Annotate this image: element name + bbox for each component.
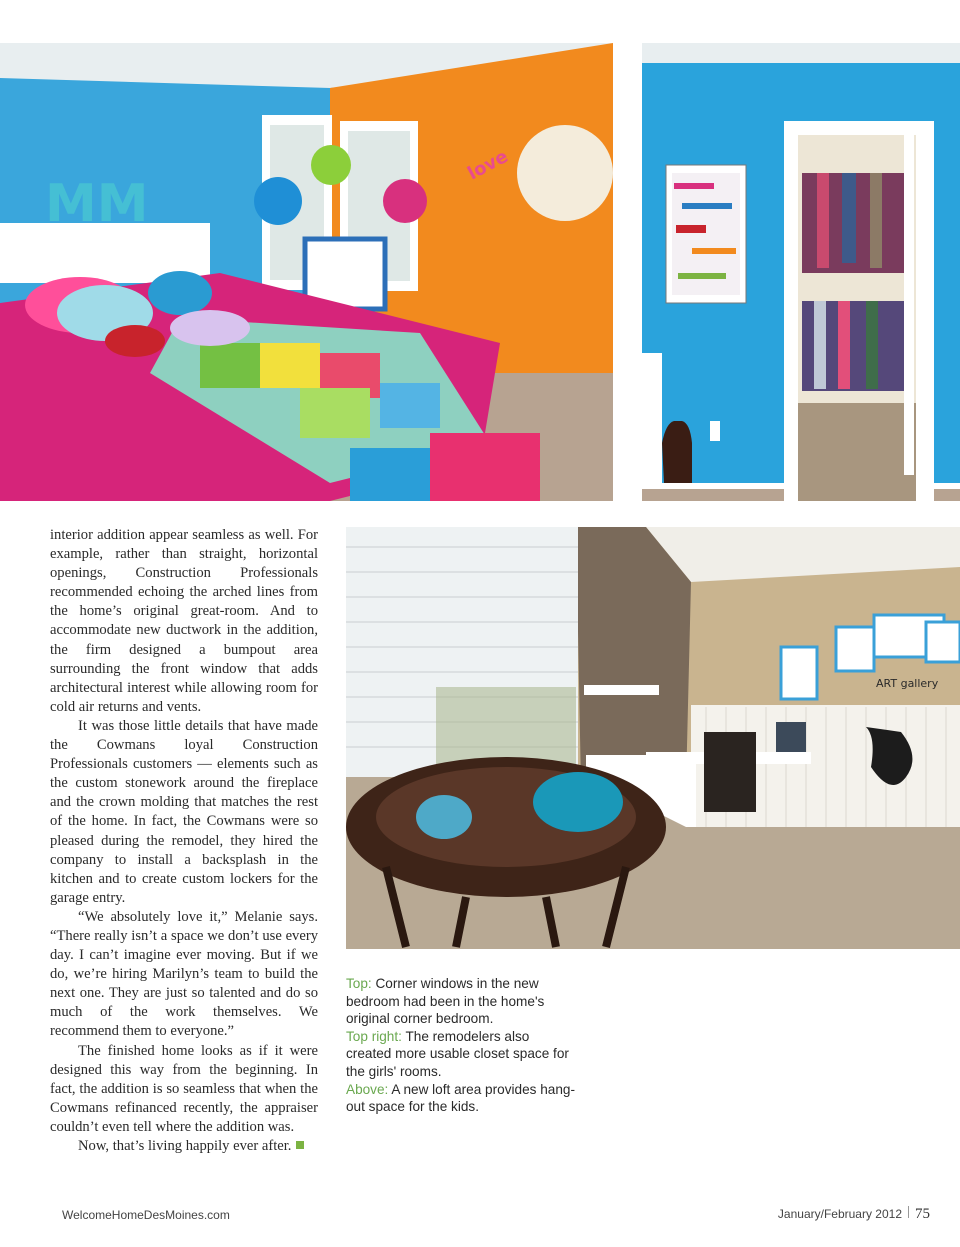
photo-top-bedroom (0, 43, 613, 501)
end-of-article-mark (296, 1141, 304, 1149)
footer-issue-info (778, 1206, 930, 1223)
closing-line: Now, that’s living happily ever after. (78, 1138, 292, 1154)
body-paragraph-final (50, 1137, 318, 1156)
caption-text: The remodelers also created more usable closet space for the girls' rooms. (346, 1028, 569, 1079)
article-body (50, 526, 318, 1156)
photo-top-right-closet (642, 43, 960, 501)
photo-captions (346, 975, 576, 1116)
footer-divider (908, 1206, 909, 1218)
body-paragraph: “We absolutely love it,” Melanie says. “There really isn’t a space we don’t use every day. I can’t imagine ever moving. But if we do, we’re hiring Marilyn’s team to build the next one. They are just so talented and do so much of the work themselves. We recommend them to everyone.” (50, 908, 318, 1040)
caption-label: Top: (346, 976, 372, 991)
photo-above-loft (346, 527, 960, 949)
svg-text:MM: MM (45, 174, 149, 234)
body-paragraph: interior addition appear seamless as well. For example, rather than straight, horizontal openings, Construction Professionals recommended echoing the arched lines from the home’s original great-room. And to accommodate new ductwork in the addition, the firm designed a bumpout area surrounding the front window that adds architectural interest while allowing room for cold air returns and vents. (50, 527, 318, 715)
body-paragraph: It was those little details that have made the Cowmans loyal Construction Professionals customers — elements such as the custom stonework around the fireplace and the crown molding that matches the rest of the home. In fact, the Cowmans were so pleased during the remodel, they hired the company to install a backsplash in the kitchen and to create custom lockers for the garage entry. (50, 717, 318, 906)
footer-website: WelcomeHomeDesMoines.com (62, 1208, 230, 1222)
body-paragraph: The finished home looks as if it were designed this way from the beginning. In fact, the addition is so seamless that when the Cowmans refinanced recently, the appraiser couldn’t even tell where the addition was. (50, 1042, 318, 1135)
caption-text: A new loft area provides hang-out space for the kids. (346, 1081, 575, 1115)
caption-label: Above: (346, 1081, 389, 1097)
page-number: 75 (915, 1206, 930, 1222)
footer-issue: January/February 2012 (777, 1207, 902, 1221)
caption-above (346, 1081, 576, 1116)
caption-top (346, 975, 576, 1028)
svg-text:love: love (464, 145, 512, 185)
caption-top-right (346, 1028, 576, 1081)
svg-text:ART gallery: ART gallery (876, 677, 939, 690)
caption-label: Top right: (346, 1028, 402, 1044)
caption-text: Corner windows in the new bedroom had been in the home's original corner bedroom. (346, 976, 545, 1027)
